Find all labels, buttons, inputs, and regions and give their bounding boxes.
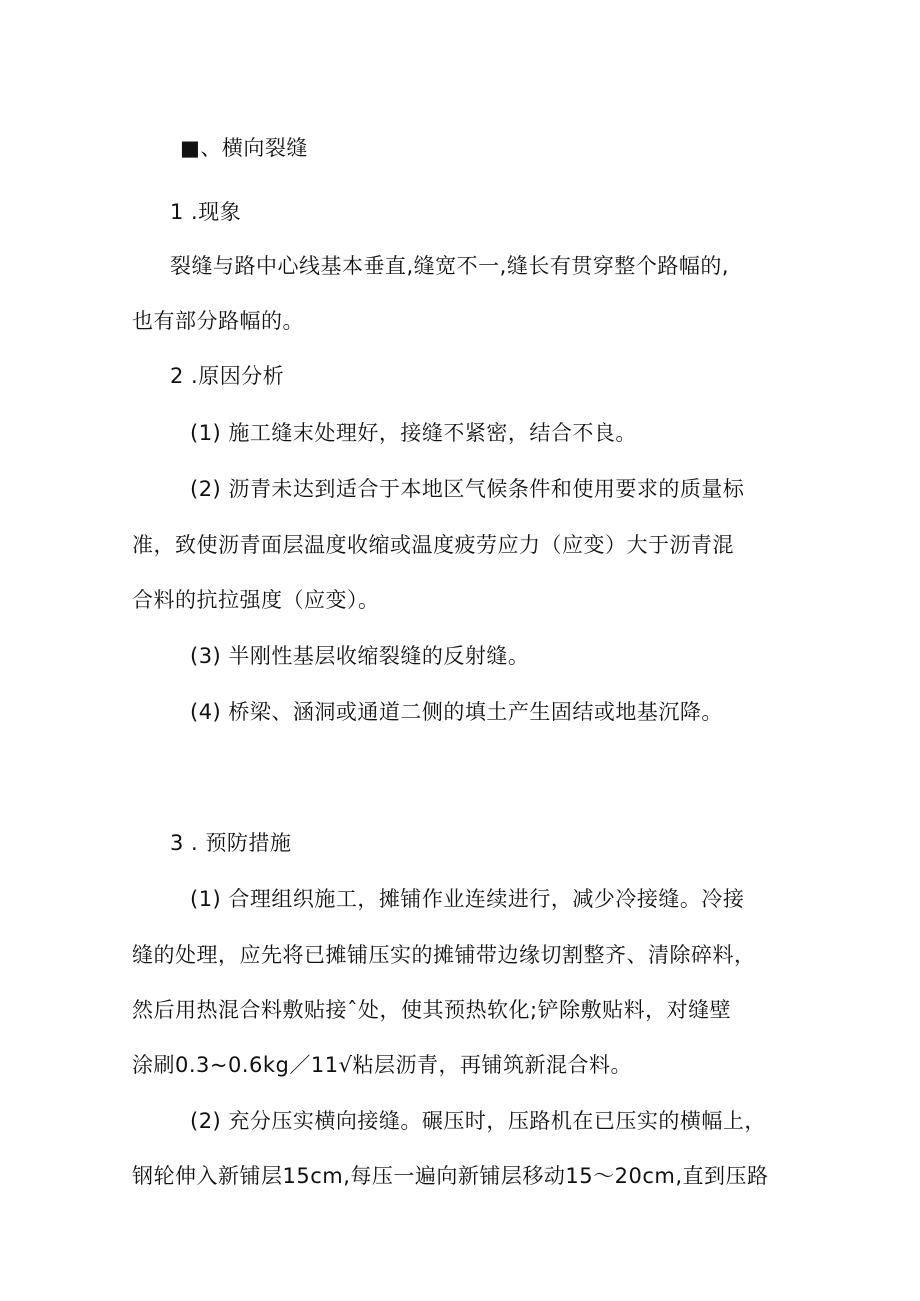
paragraph-line: 然后用热混合料敷贴接ˆ处，使其预热软化;铲除敷贴料，对缝壁 bbox=[132, 998, 732, 1022]
list-item: (2) 沥青未达到适合于本地区气候条件和使用要求的质量标 bbox=[190, 477, 745, 501]
paragraph-line: 缝的处理，应先将已摊铺压实的摊铺带边缘切割整齐、清除碎料， bbox=[132, 943, 756, 967]
paragraph-line: 裂缝与路中心线基本垂直,缝宽不一,缝长有贯穿整个路幅的, bbox=[170, 254, 730, 278]
paragraph-line: 也有部分路幅的。 bbox=[132, 309, 304, 333]
list-item: (1) 施工缝末处理好，接缝不紧密，结合不良。 bbox=[190, 421, 637, 445]
paragraph-line: 涂刷0.3~0.6kg／11√粘层沥青，再铺筑新混合料。 bbox=[132, 1053, 632, 1077]
list-item: (1) 合理组织施工，摊铺作业连续进行，减少冷接缝。冷接 bbox=[190, 887, 745, 911]
paragraph-line: 准，致使沥青面层温度收缩或温度疲劳应力（应变）大于沥青混 bbox=[132, 533, 734, 557]
section-1-title: 1 .现象 bbox=[170, 200, 242, 224]
section-2-title: 2 .原因分析 bbox=[170, 364, 285, 388]
section-3-title: 3 . 预防措施 bbox=[170, 831, 292, 855]
paragraph-line: 钢轮伸入新铺层15cm,每压一遍向新铺层移动15〜20cm,直到压路 bbox=[132, 1164, 769, 1188]
list-item: (3) 半刚性基层收缩裂缝的反射缝。 bbox=[190, 644, 530, 668]
section-heading: ■、横向裂缝 bbox=[180, 136, 308, 160]
list-item: (4) 桥梁、涵洞或通道二侧的填土产生固结或地基沉降。 bbox=[190, 700, 723, 724]
list-item: (2) 充分压实横向接缝。碾压时，压路机在已压实的横幅上， bbox=[190, 1109, 766, 1133]
paragraph-line: 合料的抗拉强度（应变）。 bbox=[132, 588, 380, 612]
